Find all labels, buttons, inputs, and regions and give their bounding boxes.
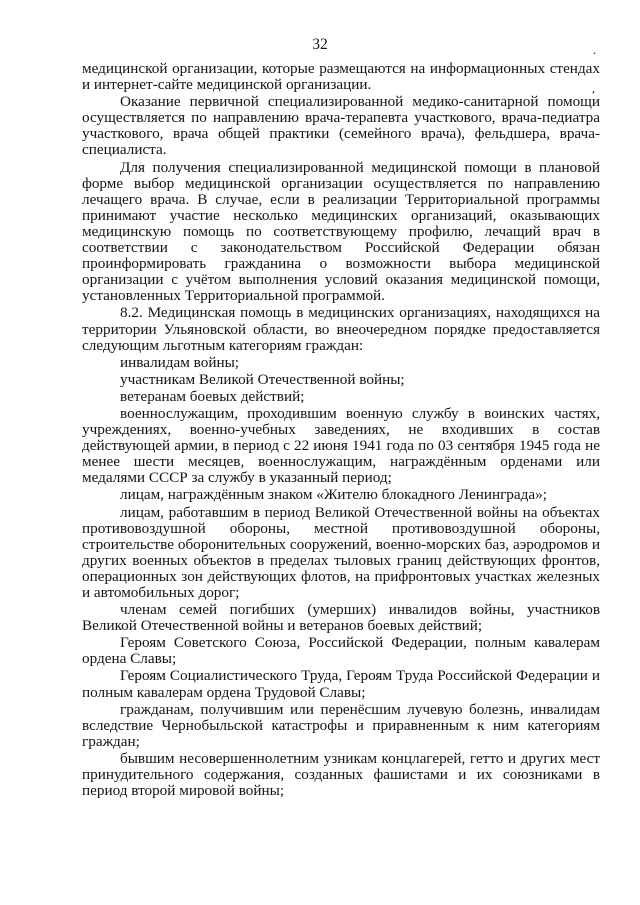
paragraph-section-8-2: 8.2. Медицинская помощь в медицинских организациях, находящихся на территории Ульяновской области, во внеочередном порядке предоставляется следующим льготным категориям граждан: (82, 304, 600, 354)
list-item: бывшим несовершеннолетним узникам концлагерей, гетто и других мест принудительного содержания, созданных фашистами и их союзниками в период второй мировой войны; (82, 749, 600, 800)
document-body (82, 61, 600, 800)
list-item: инвалидам войны; (120, 353, 240, 371)
paragraph-specialized-care: Для получения специализированной медицинской помощи в плановой форме выбор медицинской организации осуществляется по направлению лечащего врача. В случае, если в реализации Территориальной программы принимают участие несколько медицинских организаций, оказывающих медицинскую помощь по соответствующему профилю, лечащий врач в соответствии с законодательством Российской Федерации обязан проинформировать гражданина о возможности выбора медицинской организации с учётом выполнения условий оказания медицинской помощи, установленных Территориальной программой. (82, 158, 600, 305)
stray-mark: , (592, 81, 595, 95)
list-item: Героям Советского Союза, Российской Федерации, полным кавалерам ордена Славы; (82, 634, 600, 668)
page-mark: . (593, 42, 597, 57)
list-item: военнослужащим, проходившим военную службу в воинских частях, учреждениях, военно-учебных заведениях, не входивших в состав действующей армии, в период с 22 июня 1941 года по 03 сентября 1945 года не менее шести месяцев, военнослужащим, награждённым орденами или медалями СССР за службу в указанный период; (82, 404, 600, 487)
list-item: ветеранам боевых действий; (120, 387, 305, 405)
list-item: лицам, награждённым знаком «Жителю блокадного Ленинграда»; (120, 486, 547, 504)
list-item: гражданам, получившим или перенёсшим лучевую болезнь, инвалидам вследствие Чернобыльской катастрофы и приравненным к ним категориям граждан; (82, 700, 600, 750)
paragraph-primary-care: Оказание первичной специализированной медико-санитарной помощи осуществляется по направлению врача-терапевта участкового, врача-педиатра участкового, врача общей практики (семейного врача), фельдшера, врача-специалиста. (82, 93, 600, 159)
list-item: Героям Социалистического Труда, Героям Труда Российской Федерации и полным кавалерам ордена Трудовой Славы; (82, 667, 600, 701)
list-item: членам семей погибших (умерших) инвалидов войны, участников Великой Отечественной войны и ветеранов боевых действий; (82, 601, 600, 635)
page-number: 32 (312, 36, 328, 53)
list-item: лицам, работавшим в период Великой Отечественной войны на объектах противовоздушной обороны, местной противовоздушной обороны, строительстве оборонительных сооружений, военно-морских баз, аэродромов и других военных объектов в пределах тыловых границ действующих фронтов, операционных зон действующих флотов, на прифронтовых участках железных и автомобильных дорог; (82, 503, 600, 601)
paragraph-continuation: медицинской организации, которые размещаются на информационных стендах и интернет-сайте медицинской организации. (82, 60, 600, 94)
list-item: участникам Великой Отечественной войны; (120, 370, 405, 388)
